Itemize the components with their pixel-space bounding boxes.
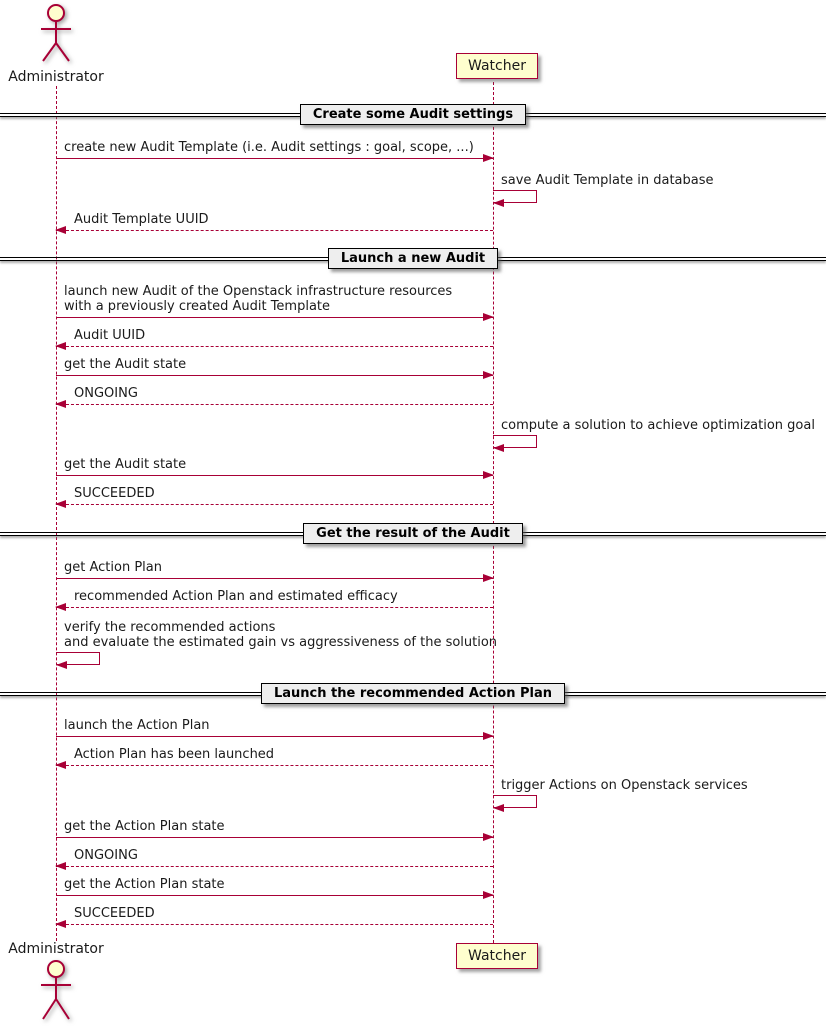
message-line [56, 158, 493, 159]
divider-title: Create some Audit settings [300, 104, 526, 125]
arrowhead-left-icon [55, 761, 66, 769]
message-label: recommended Action Plan and estimated efficacy [74, 589, 398, 604]
arrowhead-right-icon [483, 371, 494, 379]
message-label: Action Plan has been launched [74, 747, 275, 762]
actor-stick-figure-icon [34, 3, 78, 65]
message-line [56, 895, 493, 896]
message-label: save Audit Template in database [501, 173, 714, 188]
watcher-participant-top: Watcher [456, 53, 538, 79]
message-label [64, 284, 452, 314]
administrator-label-top: Administrator [8, 69, 104, 85]
arrowhead-right-icon [483, 732, 494, 740]
message-line [56, 837, 493, 838]
arrowhead-left-icon [493, 804, 504, 812]
actor-stick-figure-icon [34, 957, 78, 1025]
divider-title: Launch the recommended Action Plan [261, 683, 565, 704]
message-label: get the Action Plan state [64, 877, 225, 892]
message-label-line2: and evaluate the estimated gain vs aggressiveness of the solution [64, 635, 498, 650]
arrowhead-left-icon [56, 661, 67, 669]
message-label [56, 620, 497, 650]
message-save-audit-template [493, 173, 714, 203]
message-line [56, 404, 493, 405]
arrowhead-right-icon [483, 833, 494, 841]
divider-launch-new-audit [0, 248, 826, 274]
divider-launch-action-plan [0, 683, 826, 709]
arrowhead-left-icon [55, 226, 66, 234]
divider-get-audit-result [0, 523, 826, 549]
message-compute-solution [493, 418, 815, 448]
message-label-line2: with a previously created Audit Template [64, 299, 331, 314]
message-label: Audit Template UUID [74, 212, 209, 227]
self-loop [56, 652, 100, 665]
arrowhead-left-icon [55, 862, 66, 870]
message-line [56, 375, 493, 376]
watcher-participant-bottom: Watcher [456, 943, 538, 969]
arrowhead-left-icon [493, 444, 504, 452]
self-loop [493, 435, 537, 448]
divider-title: Launch a new Audit [328, 248, 498, 269]
message-label: SUCCEEDED [74, 486, 155, 501]
arrowhead-right-icon [483, 471, 494, 479]
message-line [56, 736, 493, 737]
self-loop [493, 190, 537, 203]
divider-title: Get the result of the Audit [303, 523, 523, 544]
message-line [56, 230, 493, 231]
message-label: launch the Action Plan [64, 718, 210, 733]
message-line [56, 317, 493, 318]
message-label: Audit UUID [74, 328, 146, 343]
arrowhead-left-icon [55, 342, 66, 350]
watcher-lifeline [493, 82, 494, 943]
message-line [56, 346, 493, 347]
administrator-label-bottom: Administrator [8, 941, 104, 957]
message-label: get the Audit state [64, 457, 187, 472]
message-label: trigger Actions on Openstack services [501, 778, 748, 793]
divider-create-audit-settings [0, 104, 826, 130]
message-line [56, 607, 493, 608]
message-line [56, 765, 493, 766]
message-trigger-actions [493, 778, 748, 808]
message-line [56, 504, 493, 505]
administrator-actor-top [0, 3, 112, 85]
message-line [56, 924, 493, 925]
arrowhead-left-icon [55, 400, 66, 408]
self-loop [493, 795, 537, 808]
message-label: ONGOING [74, 386, 138, 401]
administrator-actor-bottom [0, 941, 112, 1029]
message-label: compute a solution to achieve optimization goal [501, 418, 815, 433]
message-label: create new Audit Template (i.e. Audit settings : goal, scope, ...) [64, 140, 474, 155]
message-label-line1: verify the recommended actions [64, 620, 276, 635]
message-label: ONGOING [74, 848, 138, 863]
administrator-lifeline [56, 86, 57, 941]
message-label-line1: launch new Audit of the Openstack infrastructure resources [64, 284, 453, 299]
arrowhead-right-icon [483, 313, 494, 321]
arrowhead-right-icon [483, 891, 494, 899]
message-line [56, 578, 493, 579]
message-label: SUCCEEDED [74, 906, 155, 921]
arrowhead-right-icon [483, 154, 494, 162]
arrowhead-left-icon [55, 603, 66, 611]
arrowhead-right-icon [483, 574, 494, 582]
arrowhead-left-icon [55, 920, 66, 928]
arrowhead-left-icon [55, 500, 66, 508]
message-verify-recommended-actions [56, 620, 497, 665]
message-line [56, 475, 493, 476]
message-label: get the Action Plan state [64, 819, 225, 834]
message-label: get the Audit state [64, 357, 187, 372]
message-line [56, 866, 493, 867]
arrowhead-left-icon [493, 199, 504, 207]
message-label: get Action Plan [64, 560, 162, 575]
